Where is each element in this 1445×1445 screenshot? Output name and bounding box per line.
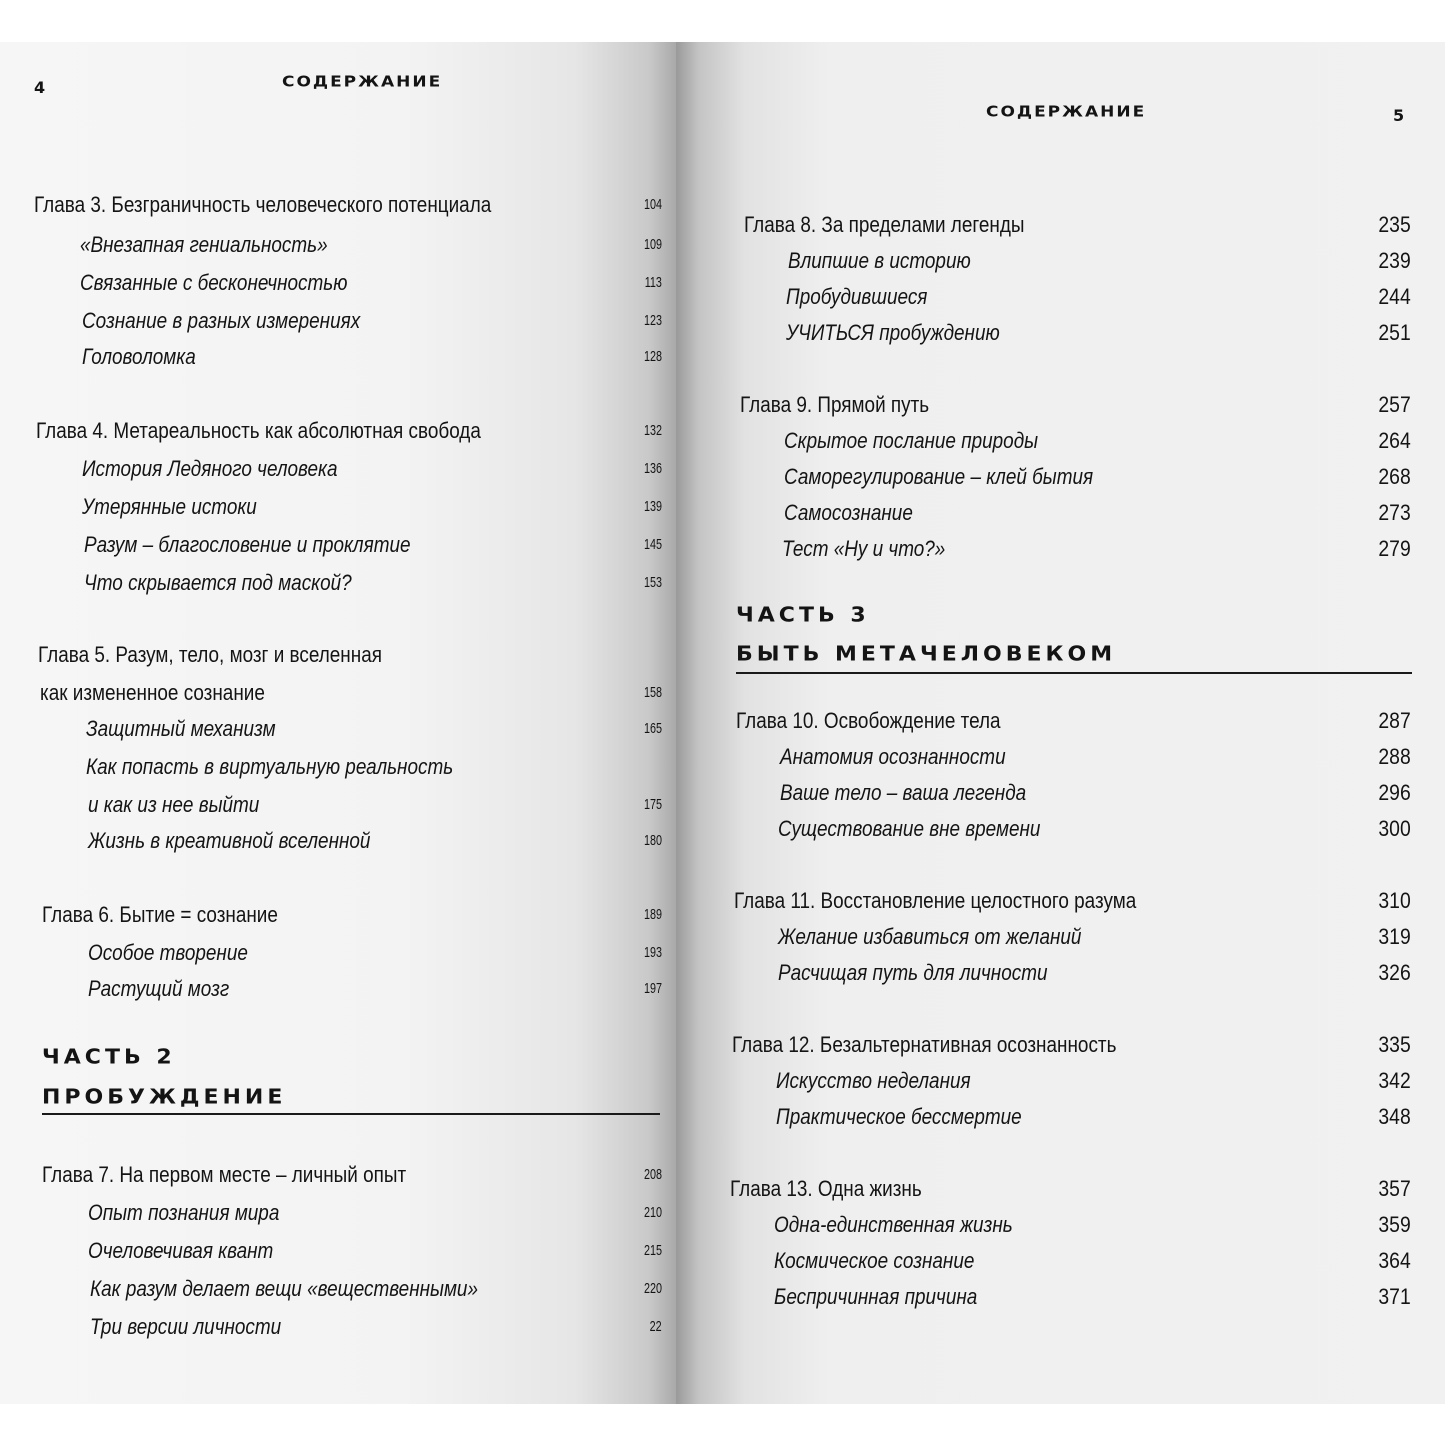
toc-entry-text: Сознание в разных измерениях xyxy=(82,308,361,333)
toc-entry-text: Утерянные истоки xyxy=(82,494,257,519)
toc-entry-text: Разум – благословение и проклятие xyxy=(84,532,411,557)
book-spread xyxy=(0,42,1445,1404)
toc-subentry xyxy=(80,232,368,258)
toc-entry-text: и как из нее выйти xyxy=(88,792,260,817)
toc-subentry xyxy=(786,320,1035,346)
toc-page-number: 244 xyxy=(1378,284,1411,309)
toc-subentry xyxy=(784,500,934,526)
toc-subentry xyxy=(88,976,252,1002)
toc-entry-text: Пробудившиеся xyxy=(786,284,928,309)
toc-entry-text: Одна-единственная жизнь xyxy=(774,1212,1013,1237)
toc-page-number: 158 xyxy=(643,684,662,701)
toc-subentry xyxy=(88,1238,303,1264)
toc-page-number: 132 xyxy=(643,422,662,439)
toc-subentry xyxy=(774,1248,1007,1274)
toc-page-number: 165 xyxy=(643,720,662,737)
toc-subentry xyxy=(82,308,405,334)
toc-entry-text: Тест «Ну и что?» xyxy=(782,536,946,561)
toc-page-number: 326 xyxy=(1378,960,1411,985)
toc-subentry xyxy=(88,828,416,854)
toc-page-number: 22 xyxy=(649,1318,662,1335)
toc-page-number: 371 xyxy=(1378,1284,1411,1309)
toc-entry-text: Существование вне времени xyxy=(778,816,1041,841)
toc-page-number: 128 xyxy=(643,348,662,365)
toc-page-number: 235 xyxy=(1378,212,1411,237)
toc-chapter xyxy=(734,888,1202,914)
toc-page-number: 139 xyxy=(643,498,662,515)
page-number: 4 xyxy=(34,78,46,97)
toc-page-number: 279 xyxy=(1378,536,1411,561)
page-number: 5 xyxy=(1393,106,1405,125)
toc-page-number: 153 xyxy=(643,574,662,591)
toc-page-number: 257 xyxy=(1378,392,1411,417)
toc-subentry xyxy=(782,536,972,562)
toc-chapter xyxy=(736,708,1044,734)
toc-subentry xyxy=(80,270,391,296)
toc-subentry xyxy=(776,1104,1062,1130)
toc-chapter xyxy=(38,642,438,668)
toc-entry-text: Глава 9. Прямой путь xyxy=(740,392,930,417)
toc-subentry xyxy=(82,344,214,370)
toc-entry-text: Глава 13. Одна жизнь xyxy=(730,1176,922,1201)
toc-subentry xyxy=(774,1284,1010,1310)
toc-subentry xyxy=(82,456,379,482)
toc-subentry xyxy=(778,816,1083,842)
toc-page-number: 288 xyxy=(1378,744,1411,769)
toc-page-number: 123 xyxy=(643,312,662,329)
toc-entry-text: Растущий мозг xyxy=(88,976,230,1001)
toc-entry-text: Глава 11. Восстановление целостного разума xyxy=(734,888,1137,913)
toc-chapter xyxy=(744,212,1070,238)
toc-entry-text: Космическое сознание xyxy=(774,1248,975,1273)
toc-subentry xyxy=(786,284,950,310)
toc-page-number: 109 xyxy=(643,236,662,253)
toc-page-number: 208 xyxy=(643,1166,662,1183)
toc-page-number: 145 xyxy=(643,536,662,553)
right-page xyxy=(676,42,1445,1404)
toc-entry-text: Глава 12. Безальтернативная осознанность xyxy=(732,1032,1117,1057)
toc-subentry xyxy=(86,754,513,780)
toc-subentry xyxy=(788,248,1000,274)
toc-entry-text: Анатомия осознанности xyxy=(780,744,1006,769)
toc-page-number: 104 xyxy=(643,196,662,213)
toc-subentry xyxy=(88,1200,311,1226)
toc-page-number: 319 xyxy=(1378,924,1411,949)
toc-chapter xyxy=(732,1032,1179,1058)
toc-entry-text: Опыт познания мира xyxy=(88,1200,280,1225)
toc-page-number: 189 xyxy=(643,906,662,923)
toc-entry-text: Практическое бессмертие xyxy=(776,1104,1022,1129)
toc-entry-text: Глава 4. Метареальность как абсолютная свобода xyxy=(36,418,481,443)
toc-entry-text: Расчищая путь для личности xyxy=(778,960,1048,985)
toc-page-number: 239 xyxy=(1378,248,1411,273)
toc-chapter xyxy=(40,680,301,706)
running-head: СОДЕРЖАНИЕ xyxy=(282,73,443,91)
toc-entry-text: Особое творение xyxy=(88,940,248,965)
toc-page-number: 359 xyxy=(1378,1212,1411,1237)
toc-page-number: 348 xyxy=(1378,1104,1411,1129)
toc-chapter xyxy=(42,1162,465,1188)
toc-page-number: 342 xyxy=(1378,1068,1411,1093)
toc-page-number: 273 xyxy=(1378,500,1411,525)
toc-entry-text: УЧИТЬСЯ пробуждению xyxy=(786,320,1000,345)
toc-entry-text: Защитный механизм xyxy=(86,716,276,741)
toc-page-number: 287 xyxy=(1378,708,1411,733)
toc-entry-text: Ваше тело – ваша легенда xyxy=(780,780,1027,805)
toc-subentry xyxy=(778,960,1091,986)
toc-subentry xyxy=(784,428,1079,454)
toc-entry-text: Желание избавиться от желаний xyxy=(778,924,1082,949)
toc-entry-text: Глава 7. На первом месте – личный опыт xyxy=(42,1162,407,1187)
toc-page-number: 193 xyxy=(643,944,662,961)
toc-page-number: 215 xyxy=(643,1242,662,1259)
toc-entry-text: Глава 8. За пределами легенды xyxy=(744,212,1025,237)
toc-subentry xyxy=(776,1068,1002,1094)
toc-page-number: 220 xyxy=(643,1280,662,1297)
toc-entry-text: Глава 6. Бытие = сознание xyxy=(42,902,278,927)
toc-page-number: 310 xyxy=(1378,888,1411,913)
toc-entry-text: Связанные с бесконечностью xyxy=(80,270,348,295)
toc-subentry xyxy=(778,924,1131,950)
toc-subentry xyxy=(88,940,274,966)
toc-chapter xyxy=(730,1176,953,1202)
toc-entry-text: Как попасть в виртуальную реальность xyxy=(86,754,454,779)
toc-page-number: 136 xyxy=(643,460,662,477)
toc-page-number: 264 xyxy=(1378,428,1411,453)
toc-entry-text: Глава 10. Освобождение тела xyxy=(736,708,1001,733)
toc-entry-text: Беспричинная причина xyxy=(774,1284,978,1309)
toc-page-number: 210 xyxy=(643,1204,662,1221)
toc-chapter xyxy=(36,418,553,444)
toc-entry-text: как измененное сознание xyxy=(40,680,265,705)
toc-page-number: 335 xyxy=(1378,1032,1411,1057)
part-label: ЧАСТЬ 3 xyxy=(736,604,870,627)
toc-subentry xyxy=(774,1212,1052,1238)
toc-entry-text: Скрытое послание природы xyxy=(784,428,1039,453)
toc-chapter xyxy=(42,902,316,928)
part-title: ПРОБУЖДЕНИЕ xyxy=(42,1086,287,1109)
toc-entry-text: Головоломка xyxy=(82,344,196,369)
toc-entry-text: Три версии личности xyxy=(90,1314,282,1339)
toc-entry-text: Искусство неделания xyxy=(776,1068,971,1093)
toc-subentry xyxy=(90,1276,541,1302)
toc-page-number: 251 xyxy=(1378,320,1411,345)
toc-chapter xyxy=(34,192,566,218)
toc-entry-text: История Ледяного человека xyxy=(82,456,338,481)
toc-entry-text: «Внезапная гениальность» xyxy=(80,232,328,257)
running-head: СОДЕРЖАНИЕ xyxy=(986,103,1147,121)
toc-page-number: 296 xyxy=(1378,780,1411,805)
toc-page-number: 268 xyxy=(1378,464,1411,489)
toc-entry-text: Жизнь в креативной вселенной xyxy=(88,828,371,853)
part-rule xyxy=(736,672,1412,674)
toc-page-number: 175 xyxy=(643,796,662,813)
toc-subentry xyxy=(86,716,306,742)
toc-entry-text: Глава 3. Безграничность человеческого потенциала xyxy=(34,192,492,217)
toc-page-number: 364 xyxy=(1378,1248,1411,1273)
toc-page-number: 357 xyxy=(1378,1176,1411,1201)
toc-subentry xyxy=(84,532,464,558)
toc-subentry xyxy=(780,780,1066,806)
toc-page-number: 113 xyxy=(644,274,662,291)
toc-entry-text: Саморегулирование – клей бытия xyxy=(784,464,1094,489)
toc-subentry xyxy=(88,792,287,818)
toc-entry-text: Влипшие в историю xyxy=(788,248,971,273)
toc-subentry xyxy=(784,464,1143,490)
toc-chapter xyxy=(740,392,960,418)
part-label: ЧАСТЬ 2 xyxy=(42,1046,176,1069)
toc-entry-text: Как разум делает вещи «вещественными» xyxy=(90,1276,478,1301)
toc-entry-text: Самосознание xyxy=(784,500,913,525)
toc-entry-text: Что скрывается под маской? xyxy=(84,570,352,595)
left-page xyxy=(0,42,676,1404)
toc-entry-text: Глава 5. Разум, тело, мозг и вселенная xyxy=(38,642,382,667)
part-rule xyxy=(42,1113,660,1115)
toc-subentry xyxy=(90,1314,312,1340)
toc-page-number: 300 xyxy=(1378,816,1411,841)
toc-page-number: 180 xyxy=(643,832,662,849)
toc-page-number: 197 xyxy=(643,980,662,997)
toc-subentry xyxy=(82,494,285,520)
toc-entry-text: Очеловечивая квант xyxy=(88,1238,274,1263)
part-title: БЫТЬ МЕТАЧЕЛОВЕКОМ xyxy=(736,643,1117,666)
toc-subentry xyxy=(780,744,1042,770)
toc-subentry xyxy=(84,570,395,596)
